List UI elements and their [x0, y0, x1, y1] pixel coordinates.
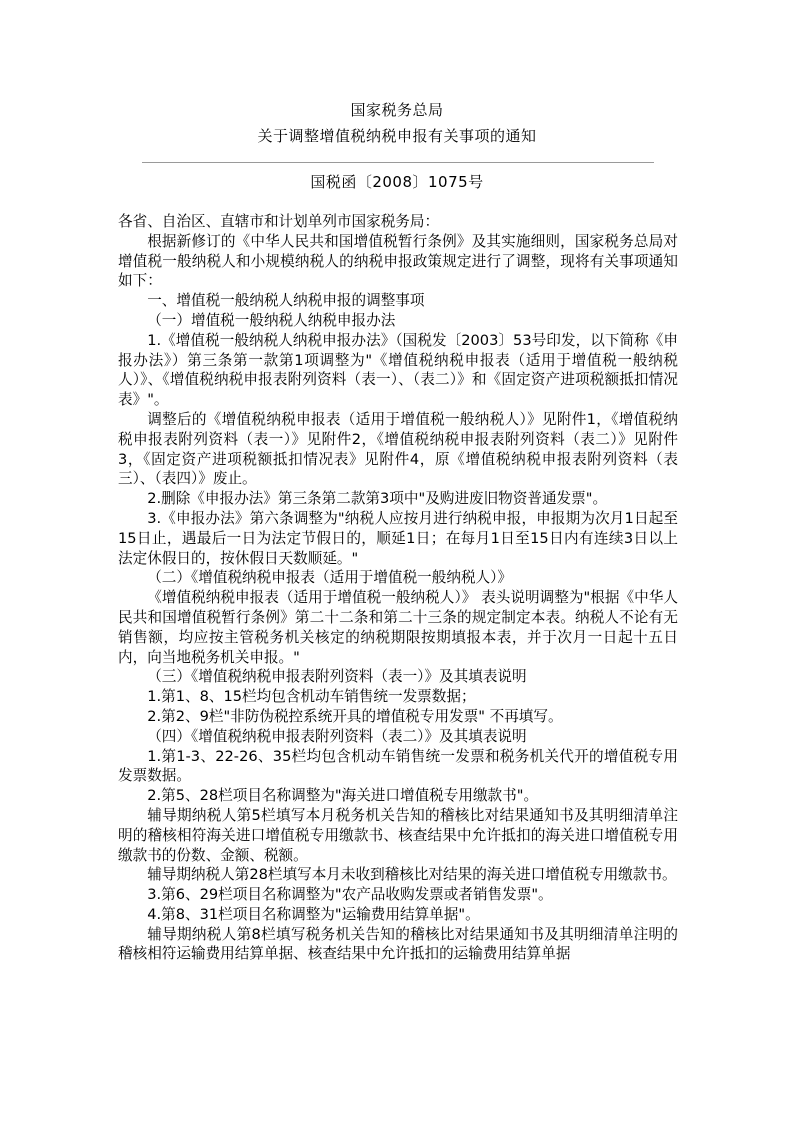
- paragraph: 辅导期纳税人第8栏填写税务机关告知的稽核比对结果通知书及其明细清单注明的稽核相符运输费用结算单据、核查结果中允许抵扣的运输费用结算单据: [118, 925, 678, 963]
- paragraph: 3.第6、29栏项目名称调整为"农产品收购发票或者销售发票"。: [147, 886, 553, 904]
- paragraph: 1.第1、8、15栏均包含机动车销售统一发票数据；: [147, 688, 476, 706]
- paragraph: 《增值税纳税申报表（适用于增值税一般纳税人）》 表头说明调整为"根据《中华人民共和国增值税暂行条例》第二十二条和第二十三条的规定制定本表。纳税人不论有无销售额，均应按主管税务机关核定的纳税期限按期填报本表，并于次月一日起十五日内，向当地税务机关申报。": [118, 589, 678, 666]
- document-number: 国税函〔2008〕1075号: [310, 173, 484, 191]
- paragraph: 4.第8、31栏项目名称调整为"运输费用结算单据"。: [147, 905, 480, 923]
- document-body: [118, 212, 678, 964]
- title-divider: [142, 162, 654, 163]
- issuer-heading: 国家税务总局: [350, 101, 444, 119]
- document-title: 关于调整增值税纳税申报有关事项的通知: [257, 127, 537, 145]
- subsection-heading: （三）《增值税纳税申报表附列资料（表一）》及其填表说明: [147, 668, 527, 686]
- paragraph: 辅导期纳税人第28栏填写本月未收到稽核比对结果的海关进口增值税专用缴款书。: [147, 866, 677, 884]
- paragraph: 调整后的《增值税纳税申报表（适用于增值税一般纳税人）》见附件1，《增值税纳税申报表附列资料（表一）》见附件2，《增值税纳税申报表附列资料（表二）》见附件3，《固定资产进项税额抵扣情况表》见附件4，原《增值税纳税申报表附列资料（表三）、（表四）》废止。: [118, 410, 678, 488]
- paragraph: 根据新修订的《中华人民共和国增值税暂行条例》及其实施细则，国家税务总局对增值税一般纳税人和小规模纳税人的纳税申报政策规定进行了调整，现将有关事项通知如下：: [118, 232, 678, 290]
- salutation: 各省、自治区、直辖市和计划单列市国家税务局：: [118, 213, 440, 230]
- subsection-heading: （一）增值税一般纳税人纳税申报办法: [147, 311, 396, 329]
- subsection-heading: （四）《增值税纳税申报表附列资料（表二）》及其填表说明: [147, 727, 527, 745]
- paragraph: 1.第1-3、22-26、35栏均包含机动车销售统一发票和税务机关代开的增值税专用发票数据。: [118, 747, 678, 785]
- paragraph: 2.第2、9栏"非防伪税控系统开具的增值税专用发票" 不再填写。: [147, 707, 563, 725]
- paragraph: 2.删除《申报办法》第三条第二款第3项中"及购进废旧物资普通发票"。: [147, 490, 608, 508]
- paragraph: 辅导期纳税人第5栏填写本月税务机关告知的稽核比对结果通知书及其明细清单注明的稽核相符海关进口增值税专用缴款书、核查结果中允许抵扣的海关进口增值税专用缴款书的份数、金额、税额。: [118, 806, 678, 864]
- paragraph: 1.《增值税一般纳税人纳税申报办法》（国税发〔2003〕53号印发，以下简称《申报办法》）第三条第一款第1项调整为"《增值税纳税申报表（适用于增值税一般纳税人）》、《增值税纳税申报表附列资料（表一）、（表二）》和《固定资产进项税额抵扣情况表》"。: [118, 331, 678, 409]
- subsection-heading: （二）《增值税纳税申报表（适用于增值税一般纳税人）》: [147, 569, 513, 587]
- paragraph: 3.《申报办法》第六条调整为"纳税人应按月进行纳税申报，申报期为次月1日起至15日止，遇最后一日为法定节假日的，顺延1日；在每月1日至15日内有连续3日以上法定休假日的，按休假日天数顺延。": [118, 509, 678, 567]
- section-heading: 一、增值税一般纳税人纳税申报的调整事项: [147, 292, 425, 310]
- paragraph: 2.第5、28栏项目名称调整为"海关进口增值税专用缴款书"。: [147, 787, 539, 805]
